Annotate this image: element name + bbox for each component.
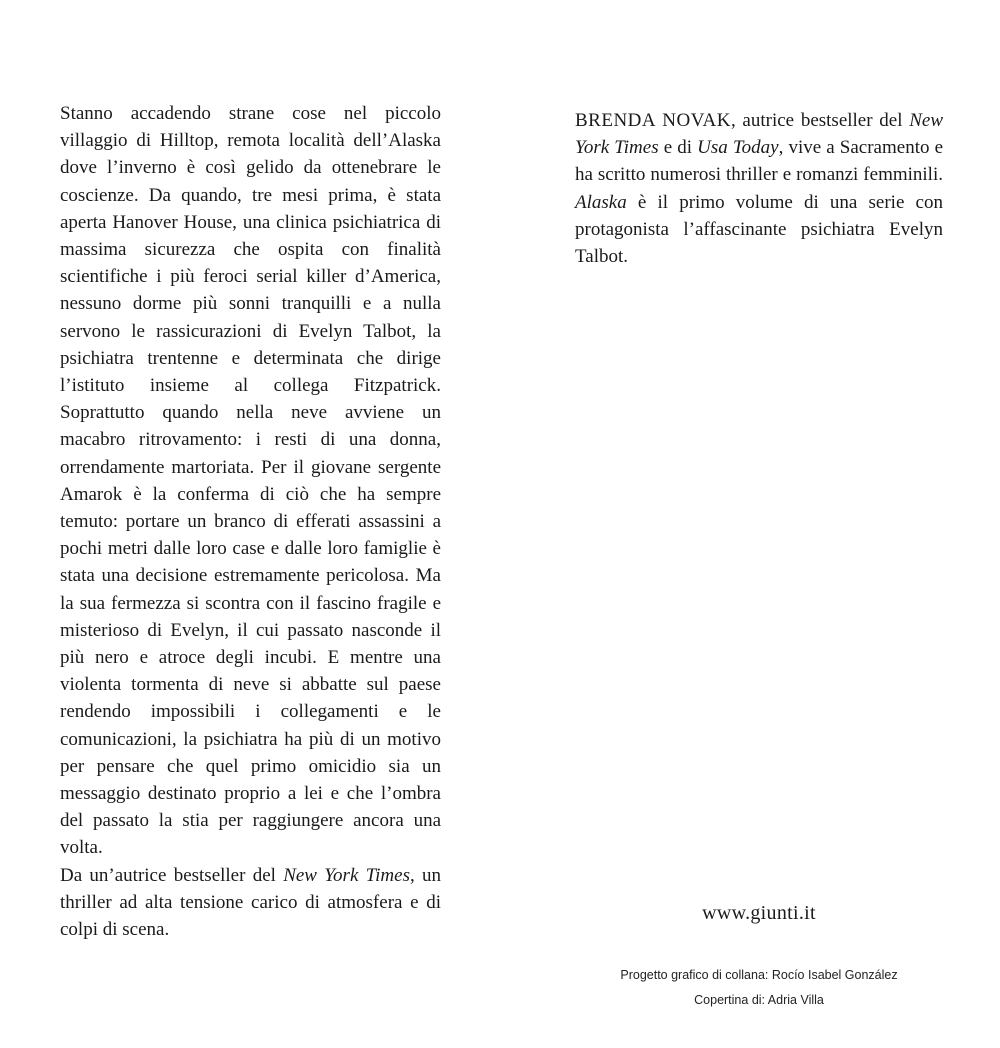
publisher-website: www.giunti.it: [702, 902, 816, 924]
design-credits: [575, 963, 943, 1013]
author-bio-italic-usatoday: Usa Today: [697, 137, 779, 159]
synopsis-paragraph: [60, 100, 441, 862]
tagline-newspaper-title: New York Times: [283, 864, 410, 886]
author-bio-paragraph: [575, 107, 943, 270]
author-bio-text-1: , autrice bestseller del: [730, 110, 910, 131]
author-bio-column: [575, 107, 943, 270]
cover-credit: Copertina di: Adria Villa: [694, 993, 824, 1007]
author-bio-text-4: è il primo volume di una serie con protagonista l’affascinante psichiatra Evelyn Talbot.: [575, 191, 943, 268]
author-bio-italic-nyt: New York Times: [575, 110, 943, 159]
author-bio-italic-alaska: Alaska: [575, 191, 627, 213]
author-bio-text-3: , vive a Sacramento e ha scritto numerosi thriller e romanzi femminili.: [575, 137, 944, 186]
tagline-text-start: Da un’autrice bestseller del: [60, 864, 284, 886]
series-design-credit: Progetto grafico di collana: Rocío Isabel González: [620, 968, 898, 982]
tagline-paragraph: [60, 862, 441, 944]
author-bio-text-2: e di: [658, 137, 698, 159]
tagline-text-end: , un thriller ad alta tensione carico di atmosfera e di colpi di scena.: [60, 864, 441, 941]
synopsis-column: [60, 100, 441, 943]
author-name: BRENDA NOVAK: [575, 110, 731, 131]
synopsis-text: Stanno accadendo strane cose nel piccolo villaggio di Hilltop, remota località dell’Alaska dove l’inverno è così gelido da ottenebrare le coscienze. Da quando, tre mesi prima, è stata aperta Hanover House, una clinica psichiatrica di massima sicurezza che ospita con finalità scientifiche i più feroci serial killer d’America, nessuno dorme più sonni tranquilli e a nulla servono le rassicurazioni di Evelyn Talbot, la psichiatra trentenne e determinata che dirige l’istituto insieme al collega Fitzpatrick. Soprattutto quando nella neve avviene un macabro ritrovamento: i resti di una donna, orrendamente martoriata. Per il giovane sergente Amarok è la conferma di ciò che ha sempre temuto: portare un branco di efferati assassini a pochi metri dalle loro case e dalle loro famiglie è stata una decisione estremamente pericolosa. Ma la sua fermezza si scontra con il fascino fragile e misterioso di Evelyn, il cui passato nasconde il più nero e atroce degli incubi. E mentre una violenta tormenta di neve si abbatte sul paese rendendo impossibili i collegamenti e le comunicazioni, la psichiatra ha più di un motivo per pensare che quel primo omicidio sia un messaggio destinato proprio a lei e che l’ombra del passato la stia per raggiungere ancora una volta.: [60, 103, 441, 859]
